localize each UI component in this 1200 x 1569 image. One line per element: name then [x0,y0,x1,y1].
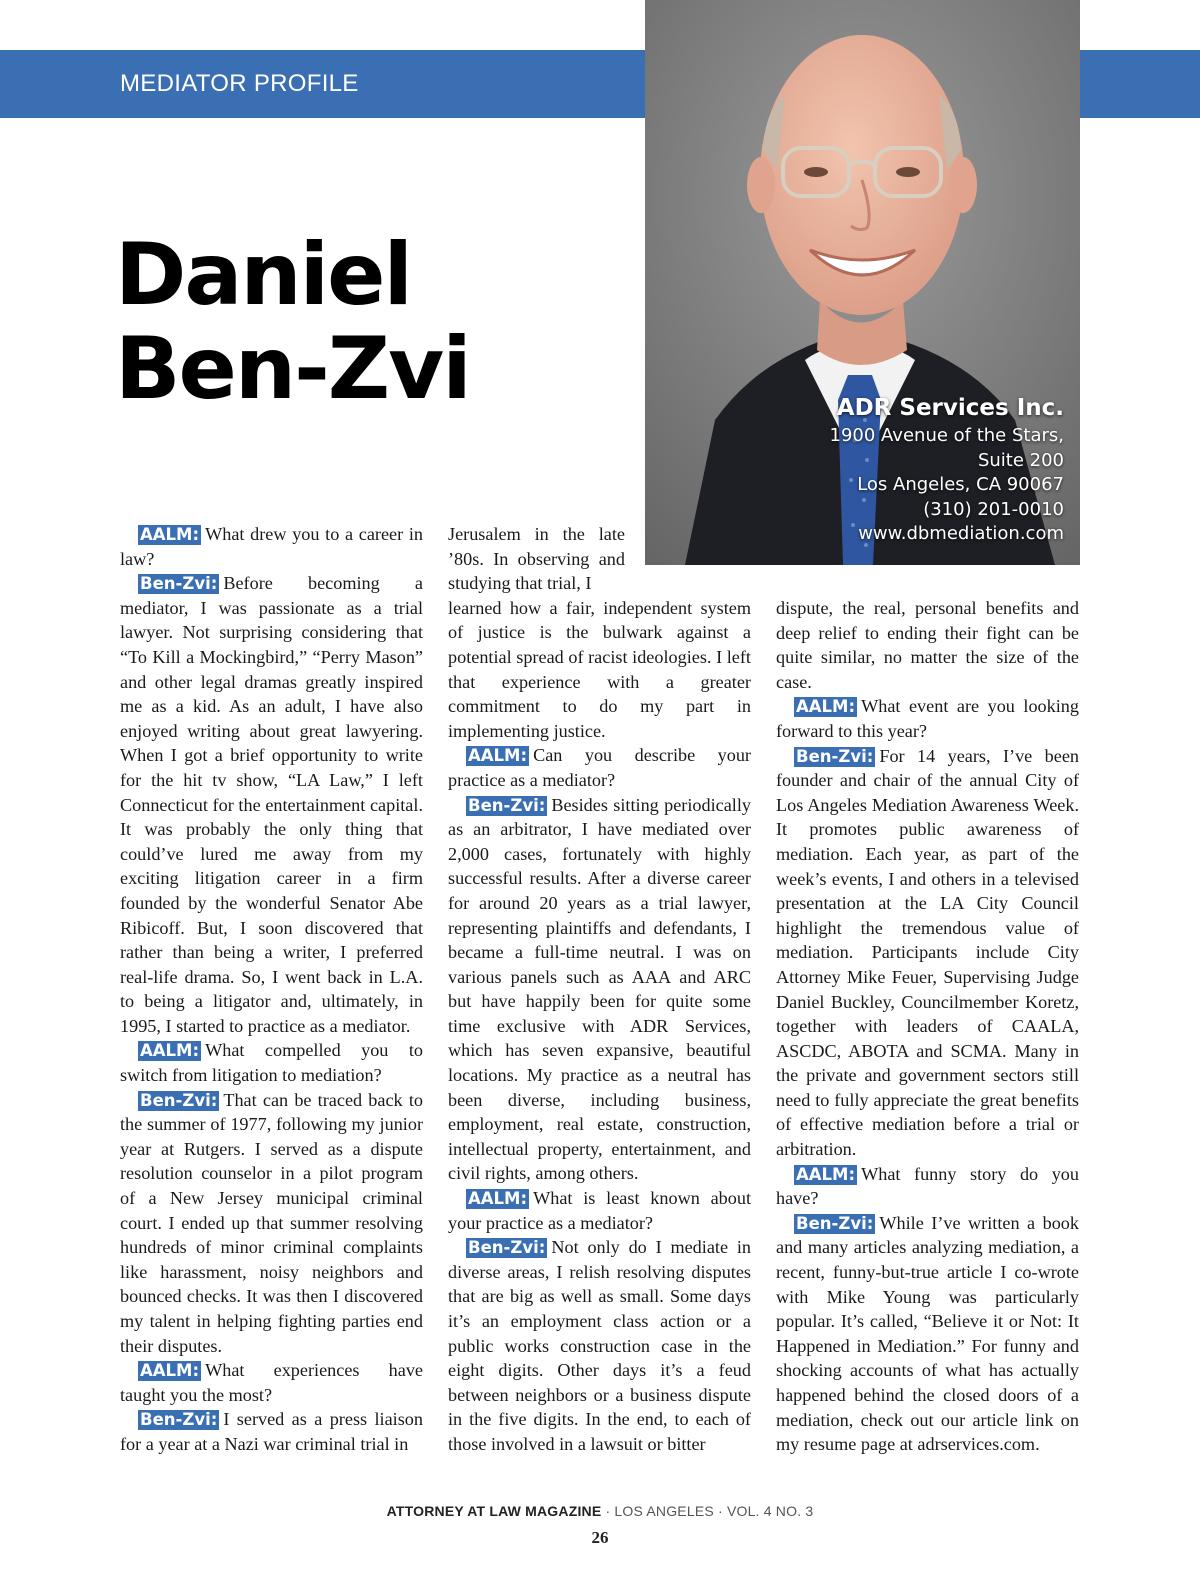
answer-paragraph [776,1211,1079,1457]
answer-text: For 14 years, I’ve been founder and chair of the annual City of Los Angeles Mediation Awareness Week. It promotes public awareness of mediation. Each year, as part of the week’s events, I and others in a televised presentation at the LA City Council highlight the tremendous value of mediation. Participants include City Attorney Mike Feuer, Supervising Judge Daniel Buckley, Councilmember Koretz, together with leaders of CAALA, ASCDC, ABOTA and SCMA. Many in the private and government sectors still need to fully appreciate the great benefits of effective mediation before a trial or arbitration. [776,745,1079,1160]
answer-paragraph [120,571,423,1038]
question-label: AALM: [140,525,200,544]
question-label: AALM: [140,1041,200,1061]
section-label: MEDIATOR PROFILE [120,70,359,97]
profile-name [115,225,635,419]
address-line-2: Suite 200 [977,449,1064,471]
answer-paragraph [776,744,1079,1162]
question-label: AALM: [468,1189,528,1209]
company-name: ADR Services Inc. [836,395,1064,421]
answer-text: Not only do I mediate in diverse areas, I relish resolving disputes that are big as well as small. Some days it’s an employment class action or a public works construction case in the eight digits. Other days it’s a feud between neighbors or a business dispute in the five digits. In the end, to each of those involved in a lawsuit or bitter [448,1237,751,1454]
question-label: AALM: [796,697,856,717]
question-text: What experiences have taught you the most? [120,1360,423,1405]
question-paragraph [120,1358,423,1407]
contact-info [830,392,1064,547]
answer-paragraph [448,1235,751,1456]
question-label: AALM: [796,1164,856,1184]
answer-label: Ben-Zvi: [468,1238,546,1258]
answer-label: Ben-Zvi: [140,574,218,594]
article-column-2 [448,522,751,1457]
last-name: Ben-Zvi [115,319,470,419]
answer-text: I served as a press liaison for a year at a Nazi war criminal trial in [120,1409,423,1454]
question-text: What is least known about your practice as a mediator? [448,1188,751,1233]
answer-text: Besides sitting periodically as an arbitrator, I have mediated over 2,000 cases, fortunately with highly successful results. After a diverse career for around 20 years as a trial lawyer, representing plaintiffs and defendants, I became a full-time neutral. I was on various panels such as AAA and ARC but have happily been for quite some time exclusive with ADR Services, which has seven expansive, beautiful locations. My practice as a neutral has been diverse, including business, employment, real estate, construction, intellectual property, entertainment, and civil rights, among others. [448,794,751,1184]
address-line-1: 1900 Avenue of the Stars, [829,425,1064,446]
question-text: What drew you to a career in law? [120,524,423,569]
question-paragraph [776,694,1079,743]
answer-text: While I’ve written a book and many articles analyzing mediation, a recent, funny-but-true article I co-wrote with Mike Young was particularly popular. It’s called, “Believe it or Not: It Happened in Mediation.” For funny and shocking accounts of what has actually happened behind the closed doors of a mediation, check out our article link on my resume page at adrservices.com. [776,1212,1079,1455]
answer-label: Ben-Zvi: [468,795,546,815]
phone-number: (310) 201-0010 [923,498,1064,520]
question-text: What event are you looking forward to this year? [776,696,1079,741]
answer-continuation: Jerusalem in the late ’80s. In observing and studying that trial, I [448,524,625,594]
question-text: What compelled you to switch from litigation to mediation? [120,1040,423,1086]
article-column-1 [120,522,423,1457]
answer-label: Ben-Zvi: [140,1090,218,1110]
question-text: Can you describe your practice as a mediator? [448,745,751,790]
answer-label: Ben-Zvi: [140,1410,218,1430]
answer-text: Before becoming a mediator, I was passionate as a trial lawyer. Not surprising considering that “To Kill a Mockingbird,” “Perry Mason” and other legal dramas greatly inspired me as a kid. As an adult, I have also enjoyed writing about great lawyering. When I got a brief opportunity to write for the hit tv show, “LA Law,” I left Connecticut for the entertainment capital. It was probably the only thing that could’ve lured me away from my exciting litigation career in a firm founded by the wonderful Senator Abe Ribicoff. But, I soon discovered that rather than being a writer, I preferred real-life drama. So, I went back in L.A. to being a litigator and, ultimately, in 1995, I started to practice as a mediator. [120,573,423,1036]
question-paragraph [120,522,423,571]
portrait-photo [645,0,1080,565]
question-label: AALM: [140,1361,200,1381]
page-number: 26 [591,1528,609,1547]
magazine-name: ATTORNEY AT LAW MAGAZINE [386,1503,602,1519]
issue-details: · LOS ANGELES · VOL. 4 NO. 3 [601,1503,814,1519]
question-paragraph [120,1038,423,1087]
website-link[interactable]: www.dbmediation.com [858,523,1064,544]
answer-paragraph [448,793,751,1187]
question-paragraph [448,743,751,792]
question-label: AALM: [468,746,528,766]
city-line: Los Angeles, CA 90067 [857,474,1064,495]
footer-credit [0,1503,1200,1519]
question-paragraph [776,1162,1079,1211]
first-name: Daniel [115,225,411,325]
answer-label: Ben-Zvi: [796,1213,874,1233]
article-column-3 [776,596,1079,1457]
answer-label: Ben-Zvi: [796,746,874,766]
question-text: What funny story do you have? [776,1163,1079,1209]
answer-paragraph [120,1407,423,1456]
answer-continuation: learned how a fair, independent system of justice is the bulwark against a potential spread of racist ideologies. I left that experience with a greater commitment to do my part in implementing justice. [448,597,751,741]
answer-continuation: dispute, the real, personal benefits and deep relief to ending their fight can be quite similar, no matter the size of the case. [776,598,1079,692]
question-paragraph [448,1186,751,1235]
answer-paragraph [120,1088,423,1359]
answer-text: That can be traced back to the summer of 1977, following my junior year at Rutgers. I served as a dispute resolution counselor in a pilot program of a New Jersey municipal criminal court. I ended up that summer resolving hundreds of minor criminal complaints like harassment, noisy neighbors and bounced checks. It was then I discovered my talent in helping fighting parties end their disputes. [120,1089,423,1356]
